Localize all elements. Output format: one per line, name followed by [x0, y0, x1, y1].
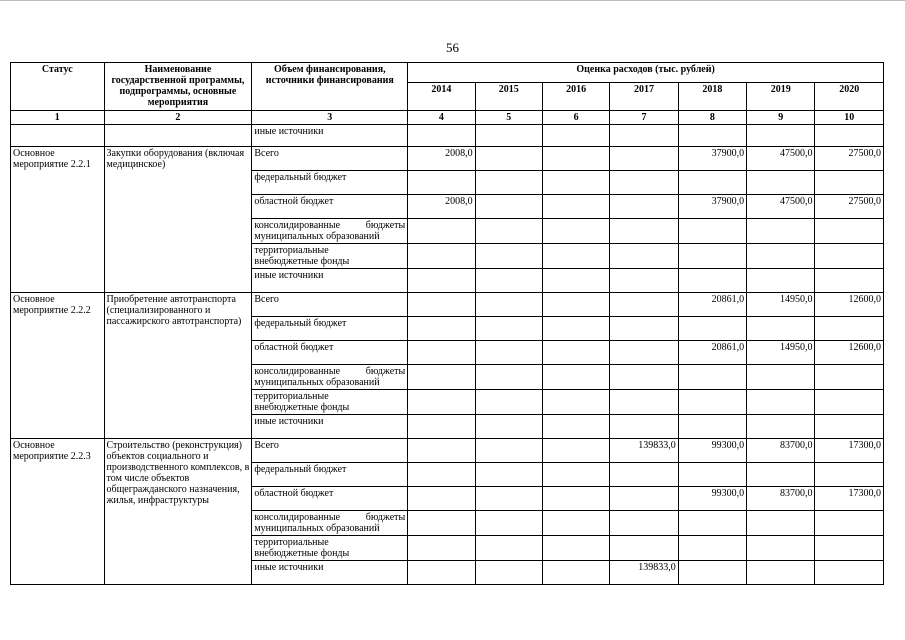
column-index: 10 [815, 111, 884, 125]
source-line: территориальные [254, 391, 329, 402]
source-line: консолидированные бюджеты [254, 220, 406, 231]
value-cell [678, 511, 746, 536]
source-cell: областной бюджет [252, 195, 408, 219]
value-cell [678, 463, 746, 487]
value-cell [747, 561, 815, 585]
value-cell [678, 244, 746, 269]
value-cell [815, 171, 884, 195]
value-cell [475, 171, 542, 195]
value-cell [747, 390, 815, 415]
value-cell [408, 269, 475, 293]
value-cell [678, 317, 746, 341]
source-line: муниципальных образований [254, 377, 380, 388]
status-cell: Основное мероприятие 2.2.2 [11, 293, 105, 439]
value-cell [815, 219, 884, 244]
value-cell [610, 536, 678, 561]
value-cell [542, 195, 609, 219]
value-cell: 37900,0 [678, 147, 746, 171]
value-cell [678, 219, 746, 244]
value-cell [610, 125, 678, 147]
year-header: 2016 [542, 83, 609, 111]
value-cell [542, 293, 609, 317]
value-cell [408, 317, 475, 341]
value-cell [408, 415, 475, 439]
value-cell [408, 463, 475, 487]
column-index: 7 [610, 111, 678, 125]
value-cell: 99300,0 [678, 439, 746, 463]
name-cell: Закупки оборудования (включая медицинское) [104, 147, 252, 293]
value-cell [408, 219, 475, 244]
value-cell [475, 244, 542, 269]
value-cell: 2008,0 [408, 147, 475, 171]
name-cell [104, 125, 252, 147]
column-index: 1 [11, 111, 105, 125]
value-cell [475, 147, 542, 171]
value-cell: 37900,0 [678, 195, 746, 219]
value-cell [542, 125, 609, 147]
source-cell: иные источники [252, 269, 408, 293]
value-cell [747, 244, 815, 269]
source-cell [252, 219, 408, 244]
value-cell [542, 463, 609, 487]
value-cell [815, 244, 884, 269]
value-cell [542, 415, 609, 439]
value-cell [542, 390, 609, 415]
source-cell [252, 511, 408, 536]
value-cell [815, 365, 884, 390]
value-cell [475, 463, 542, 487]
value-cell [610, 171, 678, 195]
value-cell [747, 269, 815, 293]
expense-table [10, 62, 884, 585]
value-cell [542, 341, 609, 365]
year-header: 2017 [610, 83, 678, 111]
value-cell [747, 511, 815, 536]
value-cell [475, 341, 542, 365]
value-cell: 12600,0 [815, 341, 884, 365]
value-cell [542, 317, 609, 341]
source-cell: областной бюджет [252, 341, 408, 365]
source-line: внебюджетные фонды [254, 256, 350, 267]
value-cell: 17300,0 [815, 439, 884, 463]
value-cell [610, 415, 678, 439]
funding-row [11, 293, 884, 317]
column-index: 4 [408, 111, 475, 125]
value-cell [475, 269, 542, 293]
value-cell [747, 415, 815, 439]
value-cell [678, 536, 746, 561]
name-header: Наименование государственной программы, подпрограммы, основные мероприятия [104, 63, 252, 111]
value-cell [678, 125, 746, 147]
source-cell: Всего [252, 293, 408, 317]
source-cell: иные источники [252, 561, 408, 585]
value-cell [475, 219, 542, 244]
value-cell: 12600,0 [815, 293, 884, 317]
value-cell [475, 125, 542, 147]
funding-row [11, 147, 884, 171]
source-line: территориальные [254, 245, 329, 256]
source-line: территориальные [254, 537, 329, 548]
value-cell [815, 415, 884, 439]
value-cell [815, 561, 884, 585]
value-cell [678, 365, 746, 390]
value-cell [408, 511, 475, 536]
source-line: консолидированные бюджеты [254, 512, 406, 523]
source-cell: Всего [252, 147, 408, 171]
value-cell [610, 293, 678, 317]
value-cell [475, 317, 542, 341]
status-cell [11, 125, 105, 147]
page-number: 56 [446, 40, 459, 55]
carry-over-row [11, 125, 884, 147]
value-cell [610, 269, 678, 293]
value-cell [610, 195, 678, 219]
value-cell [542, 171, 609, 195]
value-cell: 20861,0 [678, 341, 746, 365]
value-cell [542, 365, 609, 390]
source-cell: иные источники [252, 415, 408, 439]
value-cell [475, 390, 542, 415]
value-cell [747, 171, 815, 195]
source-cell: федеральный бюджет [252, 317, 408, 341]
value-cell [408, 487, 475, 511]
source-cell: иные источники [252, 125, 408, 147]
source-cell [252, 536, 408, 561]
value-cell: 47500,0 [747, 195, 815, 219]
top-rule [0, 0, 905, 3]
year-header: 2019 [747, 83, 815, 111]
value-cell [475, 439, 542, 463]
value-cell: 20861,0 [678, 293, 746, 317]
value-cell [610, 365, 678, 390]
groups-body [11, 147, 884, 585]
value-cell [475, 561, 542, 585]
source-cell [252, 244, 408, 269]
value-cell [747, 536, 815, 561]
value-cell [475, 365, 542, 390]
value-cell [815, 317, 884, 341]
value-cell [542, 511, 609, 536]
value-cell [747, 125, 815, 147]
value-cell [678, 269, 746, 293]
source-cell [252, 365, 408, 390]
source-cell: Всего [252, 439, 408, 463]
value-cell [542, 219, 609, 244]
funding-header: Объем финансирования, источники финансирования [252, 63, 408, 111]
value-cell [815, 125, 884, 147]
value-cell [747, 463, 815, 487]
source-line: консолидированные бюджеты [254, 366, 406, 377]
value-cell [610, 147, 678, 171]
value-cell [610, 390, 678, 415]
value-cell [408, 125, 475, 147]
value-cell [610, 341, 678, 365]
value-cell [610, 463, 678, 487]
value-cell [408, 439, 475, 463]
value-cell [610, 219, 678, 244]
estimate-header: Оценка расходов (тыс. рублей) [408, 63, 884, 83]
value-cell [815, 269, 884, 293]
value-cell [610, 487, 678, 511]
value-cell [542, 536, 609, 561]
value-cell [815, 390, 884, 415]
value-cell [747, 317, 815, 341]
value-cell: 47500,0 [747, 147, 815, 171]
name-cell: Строительство (реконструкция) объектов социального и производственного комплексов, в том числе объектов общегражданского назначения, жилья, инфраструктуры [104, 439, 252, 585]
value-cell: 139833,0 [610, 561, 678, 585]
source-cell: федеральный бюджет [252, 171, 408, 195]
source-cell: областной бюджет [252, 487, 408, 511]
year-header: 2020 [815, 83, 884, 111]
value-cell [678, 171, 746, 195]
status-cell: Основное мероприятие 2.2.1 [11, 147, 105, 293]
value-cell [542, 269, 609, 293]
value-cell [408, 390, 475, 415]
value-cell [747, 219, 815, 244]
value-cell [678, 415, 746, 439]
value-cell: 27500,0 [815, 147, 884, 171]
value-cell [542, 244, 609, 269]
value-cell: 83700,0 [747, 439, 815, 463]
year-header: 2015 [475, 83, 542, 111]
value-cell [475, 195, 542, 219]
value-cell [815, 511, 884, 536]
status-header: Статус [11, 63, 105, 111]
value-cell [408, 365, 475, 390]
column-index: 2 [104, 111, 252, 125]
column-index: 8 [678, 111, 746, 125]
value-cell [542, 147, 609, 171]
value-cell [610, 244, 678, 269]
source-line: муниципальных образований [254, 231, 380, 242]
value-cell [747, 365, 815, 390]
source-line: внебюджетные фонды [254, 548, 350, 559]
value-cell [815, 536, 884, 561]
value-cell [610, 317, 678, 341]
value-cell: 17300,0 [815, 487, 884, 511]
source-cell: федеральный бюджет [252, 463, 408, 487]
value-cell [408, 536, 475, 561]
funding-row [11, 439, 884, 463]
value-cell [815, 463, 884, 487]
value-cell [542, 561, 609, 585]
value-cell [678, 390, 746, 415]
value-cell [475, 415, 542, 439]
value-cell: 2008,0 [408, 195, 475, 219]
value-cell [408, 293, 475, 317]
column-index: 5 [475, 111, 542, 125]
value-cell [475, 487, 542, 511]
value-cell: 27500,0 [815, 195, 884, 219]
name-cell: Приобретение автотранспорта (специализированного и пассажирского автотранспорта) [104, 293, 252, 439]
value-cell: 99300,0 [678, 487, 746, 511]
column-index: 6 [542, 111, 609, 125]
source-line: внебюджетные фонды [254, 402, 350, 413]
value-cell [408, 561, 475, 585]
value-cell [408, 244, 475, 269]
value-cell: 139833,0 [610, 439, 678, 463]
value-cell [475, 293, 542, 317]
value-cell [408, 341, 475, 365]
value-cell [610, 511, 678, 536]
value-cell [542, 439, 609, 463]
header-row-1 [11, 63, 884, 83]
source-line: муниципальных образований [254, 523, 380, 534]
value-cell: 14950,0 [747, 293, 815, 317]
value-cell [475, 536, 542, 561]
column-index-row [11, 111, 884, 125]
value-cell [408, 171, 475, 195]
year-header: 2014 [408, 83, 475, 111]
source-cell [252, 390, 408, 415]
column-index: 9 [747, 111, 815, 125]
value-cell: 83700,0 [747, 487, 815, 511]
status-cell: Основное мероприятие 2.2.3 [11, 439, 105, 585]
value-cell: 14950,0 [747, 341, 815, 365]
value-cell [475, 511, 542, 536]
value-cell [678, 561, 746, 585]
column-index: 3 [252, 111, 408, 125]
value-cell [542, 487, 609, 511]
year-header: 2018 [678, 83, 746, 111]
